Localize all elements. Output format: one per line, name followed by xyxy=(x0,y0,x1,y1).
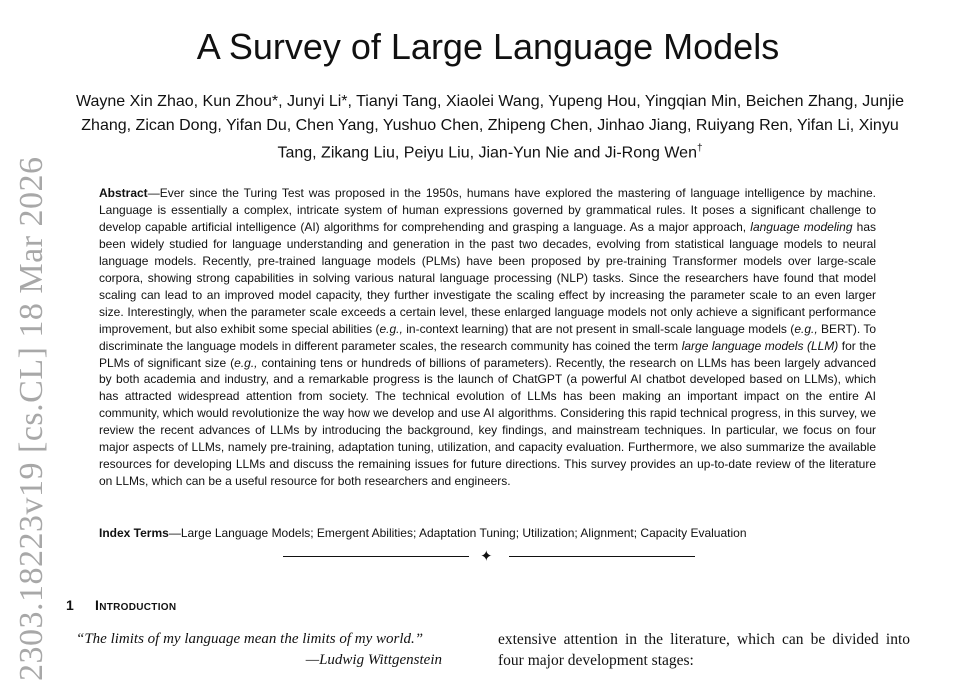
index-terms xyxy=(99,525,876,541)
divider-line-right xyxy=(509,556,695,557)
section-divider xyxy=(283,548,695,566)
abstract-emphasis-eg-1: e.g., xyxy=(379,321,403,336)
index-terms-label: Index Terms xyxy=(99,526,169,540)
section-title: Introduction xyxy=(95,597,177,613)
paper-title: A Survey of Large Language Models xyxy=(196,26,780,67)
epigraph xyxy=(76,629,442,671)
author-list xyxy=(72,90,908,165)
epigraph-author: —Ludwig Wittgenstein xyxy=(305,652,442,668)
epigraph-quote: “The limits of my language mean the limits of my world.” xyxy=(76,631,424,647)
divider-line-left xyxy=(283,556,469,557)
abstract-text-3: in-context learning) that are not present in small-scale language models ( xyxy=(402,321,795,336)
section-heading xyxy=(66,596,176,614)
abstract-text-2: has been widely studied for language understanding and generation in the past two decades, evolving from statistical language models to neural language models. Recently, pre-trained language models (PLMs) have been proposed by pre-training Transformer models over large-scale corpora, showing strong capabilities in solving various natural language processing (NLP) tasks. Since the researchers have found that model scaling can lead to an improved model capacity, they further investigate the scaling effect by increasing the parameter scale to an even larger size. Interestingly, when the parameter scale exceeds a certain level, these enlarged language models not only achieve a significant performance improvement, but also exhibit some special abilities ( xyxy=(99,219,877,336)
arxiv-identifier-stamp: 2303.18223v19 [cs.CL] 18 Mar 2026 xyxy=(13,156,50,681)
intro-body-text: extensive attention in the literature, which can be divided into four major development stages: xyxy=(498,631,910,669)
abstract-text-1: Ever since the Turing Test was proposed in the 1950s, humans have explored the mastering of language intelligence by machine. Language is essentially a complex, intricate system of human expressions governed by grammatical rules. It poses a significant challenge to develop capable artificial intelligence (AI) algorithms for comprehending and grasping a language. As a major approach, xyxy=(99,186,876,234)
author-names: Wayne Xin Zhao, Kun Zhou*, Junyi Li*, Tianyi Tang, Xiaolei Wang, Yupeng Hou, Yingqian Min, Beichen Zhang, Junjie Zhang, Zican Dong, Yifan Du, Chen Yang, Yushuo Chen, Zhipeng Chen, Jinhao Jiang, Ruiyang Ren, Yifan Li, Xinyu Tang, Zikang Liu, Peiyu Liu, Jian-Yun Nie and Ji-Rong Wen xyxy=(75,93,905,162)
divider-diamond-icon: ✦ xyxy=(480,548,493,565)
abstract-dash: — xyxy=(147,186,160,200)
abstract-emphasis-eg-2: e.g., xyxy=(794,321,818,336)
abstract-text-4: BERT). To discriminate the language models in different parameter scales, the research community has coined the term xyxy=(99,321,877,353)
abstract-text-5: for the PLMs of significant size ( xyxy=(99,338,876,370)
index-terms-text: Large Language Models; Emergent Abilities; Adaptation Tuning; Utilization; Alignment; Capacity Evaluation xyxy=(180,526,747,540)
abstract-emphasis-eg-3: e.g., xyxy=(234,355,258,370)
abstract-emphasis-llm-term: large language models (LLM) xyxy=(681,338,839,353)
index-terms-dash: — xyxy=(168,526,181,540)
abstract-text-6: containing tens or hundreds of billions of parameters). Recently, the research on LLMs has been largely advanced by both academia and industry, and a remarkable progress is the launch of ChatGPT (a powerful AI chatbot developed based on LLMs), which has attracted widespread attention from society. The technical evolution of LLMs has been making an important impact on the entire AI community, which would revolutionize the way how we develop and use AI algorithms. Considering this rapid technical progress, in this survey, we review the recent advances of LLMs by introducing the background, key findings, and mainstream techniques. In particular, we focus on four major aspects of LLMs, namely pre-training, adaptation tuning, utilization, and capacity evaluation. Furthermore, we also summarize the available resources for developing LLMs and discuss the remaining issues for future directions. This survey provides an up-to-date review of the literature on LLMs, which can be a useful resource for both researchers and engineers. xyxy=(99,355,876,489)
author-footnote-mark: † xyxy=(696,143,703,154)
section-number: 1 xyxy=(66,597,74,613)
abstract xyxy=(99,185,876,490)
abstract-label: Abstract xyxy=(99,186,148,200)
abstract-emphasis-language-modeling: language modeling xyxy=(750,219,853,234)
